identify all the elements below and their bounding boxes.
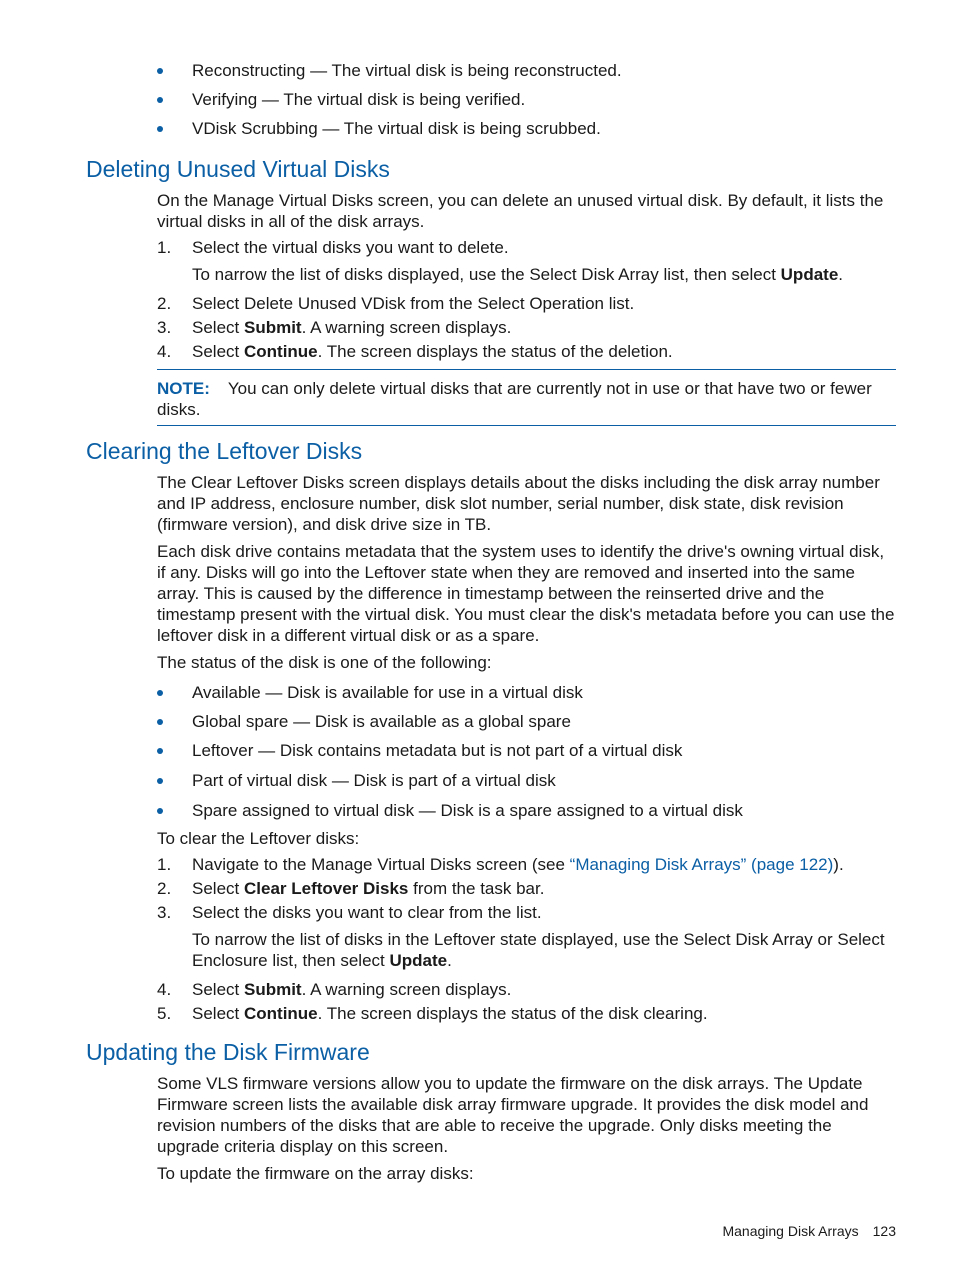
step-number: 2. bbox=[157, 294, 172, 313]
step-number: 1. bbox=[157, 238, 172, 257]
managing-disk-arrays-link[interactable]: “Managing Disk Arrays” (page 122) bbox=[569, 855, 834, 874]
step-text: Select Delete Unused VDisk from the Select Operation list. bbox=[192, 294, 635, 313]
bullet-text: Verifying — The virtual disk is being verified. bbox=[192, 90, 526, 109]
step-1-detail: To narrow the list of disks displayed, use the Select Disk Array list, then select Update. bbox=[192, 265, 844, 284]
ui-term-update: Update bbox=[780, 265, 839, 284]
ui-term-continue: Continue bbox=[243, 1004, 318, 1023]
ui-term-continue: Continue bbox=[243, 342, 318, 361]
bullet-text: Available — Disk is available for use in a virtual disk bbox=[192, 683, 583, 702]
ui-term-update: Update bbox=[389, 951, 448, 970]
bullet-text: Part of virtual disk — Disk is part of a virtual disk bbox=[192, 771, 556, 790]
bullet-icon bbox=[157, 68, 163, 74]
footer-section-title: Managing Disk Arrays bbox=[722, 1223, 859, 1239]
page-number: 123 bbox=[872, 1223, 896, 1239]
section-heading-deleting: Deleting Unused Virtual Disks bbox=[86, 156, 390, 182]
paragraph: To update the firmware on the array disks: bbox=[157, 1164, 474, 1183]
note-box bbox=[157, 369, 896, 426]
step-number: 2. bbox=[157, 879, 172, 898]
step-text: Select Submit. A warning screen displays. bbox=[192, 980, 512, 999]
bullet-text: Leftover — Disk contains metadata but is not part of a virtual disk bbox=[192, 741, 683, 760]
paragraph: Each disk drive contains metadata that the system uses to identify the drive's owning virtual disk, if any. Disks will go into the Leftover state when they are removed and inserted into the same array. This is caused by the difference in timestamp between the reinserted drive and the timestamp present with the virtual disk. You must clear the disk's metadata before you can use the leftover disk in a different virtual disk or as a spare. bbox=[157, 542, 895, 645]
step-number: 3. bbox=[157, 318, 172, 337]
bullet-text: Reconstructing — The virtual disk is being reconstructed. bbox=[192, 61, 622, 80]
step-number: 1. bbox=[157, 855, 172, 874]
step-text: Select the virtual disks you want to delete. bbox=[192, 238, 509, 257]
section-intro: On the Manage Virtual Disks screen, you can delete an unused virtual disk. By default, it lists the virtual disks in all of the disk arrays. bbox=[157, 191, 884, 231]
section-heading-clearing: Clearing the Leftover Disks bbox=[86, 438, 363, 464]
paragraph: The status of the disk is one of the following: bbox=[157, 653, 492, 672]
ui-term-clear-leftover-disks: Clear Leftover Disks bbox=[243, 879, 409, 898]
note-text: You can only delete virtual disks that are currently not in use or that have two or fewer disks. bbox=[157, 379, 872, 419]
step-text: Select Clear Leftover Disks from the task bar. bbox=[192, 879, 545, 898]
page-footer bbox=[722, 1223, 896, 1239]
step-number: 5. bbox=[157, 1004, 172, 1023]
ui-term-submit: Submit bbox=[243, 318, 302, 337]
step-text: Select the disks you want to clear from the list. bbox=[192, 903, 542, 922]
bullet-text: Global spare — Disk is available as a global spare bbox=[192, 712, 571, 731]
bullet-icon bbox=[157, 97, 163, 103]
section-heading-updating: Updating the Disk Firmware bbox=[86, 1039, 370, 1065]
step-text: Select Submit. A warning screen displays. bbox=[192, 318, 512, 337]
paragraph: The Clear Leftover Disks screen displays details about the disks including the disk array number and IP address, enclosure number, disk slot number, serial number, disk state, disk revision (firmware version), and disk drive size in TB. bbox=[157, 473, 880, 534]
bullet-icon bbox=[157, 748, 163, 754]
bullet-icon bbox=[157, 778, 163, 784]
step-text: Select Continue. The screen displays the status of the disk clearing. bbox=[192, 1004, 708, 1023]
bullet-text: VDisk Scrubbing — The virtual disk is being scrubbed. bbox=[192, 119, 601, 138]
bullet-text: Spare assigned to virtual disk — Disk is a spare assigned to a virtual disk bbox=[192, 801, 743, 820]
bullet-icon bbox=[157, 808, 163, 814]
step-number: 4. bbox=[157, 342, 172, 361]
bullet-icon bbox=[157, 690, 163, 696]
step-text: Navigate to the Manage Virtual Disks screen (see “Managing Disk Arrays” (page 122)). bbox=[192, 855, 844, 874]
bullet-icon bbox=[157, 126, 163, 132]
step-3-detail: To narrow the list of disks in the Leftover state displayed, use the Select Disk Array or Select Enclosure list, then select Update. bbox=[192, 930, 885, 970]
ui-term-submit: Submit bbox=[243, 980, 302, 999]
step-text: Select Continue. The screen displays the status of the deletion. bbox=[192, 342, 673, 361]
step-number: 3. bbox=[157, 903, 172, 922]
bullet-icon bbox=[157, 719, 163, 725]
paragraph: Some VLS firmware versions allow you to update the firmware on the disk arrays. The Update Firmware screen lists the available disk array firmware upgrade. It provides the disk model and revision numbers of the disks that are able to receive the upgrade. Only disks meeting the upgrade criteria display on this screen. bbox=[157, 1074, 869, 1156]
note-label: NOTE: bbox=[157, 379, 210, 398]
paragraph: To clear the Leftover disks: bbox=[157, 829, 360, 848]
step-number: 4. bbox=[157, 980, 172, 999]
